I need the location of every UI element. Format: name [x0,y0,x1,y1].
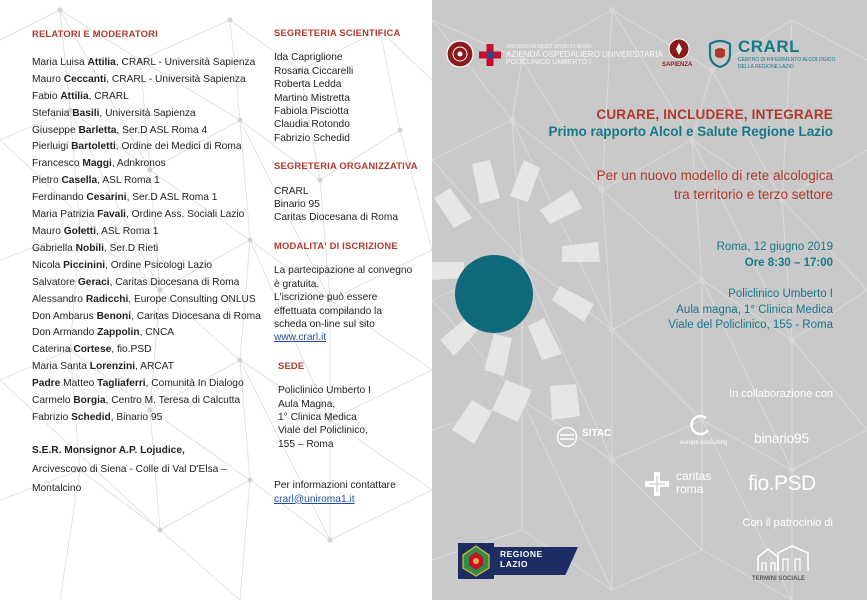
text-line: 155 – Roma [278,438,334,450]
contact-email-link[interactable]: crarl@uniroma1.it [274,493,355,505]
list-item: CRARL [274,185,309,197]
speaker-row [32,55,262,72]
speaker-surname: Padre [32,378,61,390]
regione-lazio-crest-icon [458,543,494,579]
event-tagline [473,166,833,204]
speaker-text: , Ser.D ASL Roma 1 [126,192,218,204]
speaker-row [32,72,262,89]
list-item: Ida Capriglione [274,52,343,64]
speaker-text: , CRARL - Università Sapienza [106,73,246,85]
guest-role-line: Montalcino [32,482,82,494]
speaker-surname: Ceccanti [63,73,107,85]
speaker-surname: Casella [61,175,98,187]
termini-sociale-building-icon [754,543,812,573]
tagline-line: tra territorio e terzo settore [673,187,833,202]
speaker-text: Don Armando [32,327,98,339]
sitac-logo-label: SITAC [582,428,612,439]
speaker-surname: Cortese [73,344,112,356]
speaker-text: , Caritas Diocesana di Roma [131,310,261,322]
hospital-logo-line: UNIVERSITÀ DEGLI STUDI DI ROMA [506,44,592,50]
speaker-text: , ARCAT [135,361,174,373]
speaker-row [32,207,262,224]
speaker-row [32,224,262,241]
place-line: Aula magna, 1° Clinica Medica [676,303,833,316]
crarl-logo-label: CRARL [738,37,800,56]
speaker-surname: Barletta [78,124,117,136]
hospital-logo-text [506,43,663,67]
speaker-surname: Goletti [63,225,96,237]
regione-lazio-label [500,549,543,569]
speaker-text: Pierluigi [32,141,72,153]
text-line: scheda on-line sul sito [274,318,375,330]
list-item: Fabrizio Schedid [274,132,350,144]
event-title: CURARE, INCLUDERE, INTEGRARE [596,107,833,122]
speaker-text: Nicola [32,259,64,271]
speaker-text: Giuseppe [32,124,79,136]
speaker-text: Maria Luisa [32,56,88,68]
speaker-row [32,292,262,309]
speaker-text: , fio.PSD [111,344,152,356]
speaker-text: Matteo [60,378,98,390]
guest-role-line: Arcivescovo di Siena - Colle di Val D'Elsa – [32,463,227,475]
speaker-row [32,359,262,376]
speaker-surname: Attilia [87,56,116,68]
event-date: Roma, 12 giugno 2019 [716,241,833,253]
event-date-block [717,239,833,271]
venue-title: SEDE [278,359,305,371]
text-line: L'iscrizione può essere [274,292,378,304]
speaker-text: Caterina [32,344,74,356]
speaker-surname: Maggi [82,158,112,170]
text-line: 1° Clinica Medica [278,411,357,423]
guest-block [32,441,262,498]
speaker-surname: Tagliaferri [97,378,146,390]
caritas-cross-icon [644,471,670,497]
speaker-text: Francesco [32,158,83,170]
speaker-surname: Benoni [96,310,132,322]
speaker-text: , Ordine Ass. Sociali Lazio [126,209,245,221]
secretariat-column [274,26,424,506]
binario95-logo-label: binario95 [754,430,809,446]
speaker-text: , Comunità In Dialogo [145,378,244,390]
termini-sociale-label: TERMINI SOCIALE [752,576,806,582]
list-item: Martino Mistretta [274,92,350,104]
europe-consulting-label: europe consulting [680,440,728,446]
place-line: Policlinico Umberto I [728,288,833,300]
teal-dot [455,255,533,333]
place-line: Viale del Policlinico, 155 - Roma [668,319,833,331]
tagline-line: Per un nuovo modello di rete alcologica [596,168,833,183]
scientific-secretariat-list [274,51,424,145]
registration-title: MODALITA' DI ISCRIZIONE [274,239,398,251]
speaker-text: , Adnkronos [111,158,166,170]
speaker-text: , Ordine Psicologi Lazio [105,259,213,271]
text-line: Viale del Policlinico, [278,425,368,437]
contact-block [274,479,424,506]
speaker-row [32,325,262,342]
speaker-row [32,156,262,173]
regione-label-line: LAZIO [500,559,528,569]
caritas-label-line: roma [676,482,704,496]
event-place-block [668,287,833,334]
speaker-text: , Ordine dei Medici di Roma [115,141,242,153]
speaker-text: , Europe Consulting ONLUS [128,293,256,305]
crarl-sub-line: DELLA REGIONE LAZIO [738,64,794,70]
speaker-row [32,106,262,123]
speaker-text: Mauro [32,225,64,237]
organizing-secretariat-title: SEGRETERIA ORGANIZZATIVA [274,160,418,172]
website-link[interactable]: www.crarl.it [274,332,327,344]
regione-lazio-logo [458,543,578,579]
speaker-row [32,309,262,326]
speakers-list [32,55,262,427]
speaker-row [32,173,262,190]
crarl-shield-icon [708,38,732,68]
speaker-text: , Ser.D ASL Roma 4 [116,124,208,136]
speaker-row [32,258,262,275]
text-line: effettuata compilando la [274,305,382,317]
speaker-text: Fabio [32,90,61,102]
speaker-text: , Binario 95 [110,411,163,423]
speaker-row [32,376,262,393]
scientific-secretariat-title: SEGRETERIA SCIENTIFICA [274,27,401,38]
speaker-surname: Basili [72,107,100,119]
cover-panel [432,0,867,600]
hospital-logo-line: POLICLINICO UMBERTO I [506,59,591,66]
speaker-text: Ferdinando [32,192,87,204]
speaker-surname: Favali [97,209,126,221]
speaker-text: Don Ambarus [32,310,97,322]
venue-text [278,384,424,451]
speaker-surname: Borgia [73,395,106,407]
speaker-text: , ASL Roma 1 [95,225,159,237]
sitac-logo-icon [556,426,578,448]
list-item: Rosaria Ciccarelli [274,65,354,77]
list-item: Claudia Rotondo [274,119,350,131]
europe-consulting-logo-icon [690,414,712,436]
university-seal-icon [446,40,474,68]
collaboration-label: In collaborazione con [729,388,833,400]
speaker-text: , CRARL - Università Sapienza [115,56,256,68]
list-item: Fabiola Pisciotta [274,106,349,118]
list-item: Binario 95 [274,199,320,211]
speaker-row [32,89,262,106]
regione-label-line: REGIONE [500,549,543,559]
speaker-surname: Bartoletti [71,141,116,153]
red-cross-icon [478,43,502,67]
caritas-logo-label [676,470,711,496]
speaker-text: , CRARL [88,90,129,102]
speaker-text: Pietro [32,175,62,187]
organizing-secretariat-list [274,185,424,225]
speaker-text: Stefania [32,107,73,119]
speaker-text: Gabriella [32,242,76,254]
sapienza-label: SAPIENZA [662,62,693,68]
speaker-surname: Geraci [77,276,110,288]
speaker-row [32,393,262,410]
speaker-text: Mauro [32,73,64,85]
crarl-sub-line: CENTRO DI RIFERIMENTO ALCOLOGICO [738,57,836,63]
speaker-surname: Piccinini [63,259,106,271]
sapienza-seal-icon [668,38,690,60]
event-time: Ore 8:30 – 17:00 [744,257,833,269]
speaker-surname: Schedid [71,411,111,423]
speaker-text: , CNCA [139,327,175,339]
speaker-row [32,275,262,292]
speaker-text: , Ser.D Rieti [103,242,159,254]
speaker-text: , Caritas Diocesana di Roma [109,276,240,288]
speaker-row [32,410,262,427]
speaker-surname: Attilia [60,90,89,102]
speaker-row [32,139,262,156]
text-line: Aula Magna, [278,398,336,410]
text-line: è gratuita. [274,278,320,290]
speaker-text: , Università Sapienza [99,107,196,119]
speaker-text: Maria Patrizia [32,209,98,221]
speaker-surname: Zappolin [97,327,140,339]
caritas-label-line: caritas [676,469,712,483]
speaker-surname: Nobili [75,242,104,254]
speaker-text: Carmelo [32,395,74,407]
fiopsd-logo-label: fio.PSD [748,472,816,495]
speaker-surname: Cesarini [86,192,127,204]
list-item: Caritas Diocesana di Roma [274,212,399,224]
speaker-text: Fabrizio [32,411,72,423]
guest-name: S.E.R. Monsignor A.P. Lojudice, [32,444,185,456]
speaker-surname: Lorenzini [89,361,136,373]
patronage-label: Con il patrocinio di [742,517,833,529]
speaker-text: , ASL Roma 1 [97,175,160,187]
speaker-row [32,123,262,140]
speaker-text: Maria Santa [32,361,90,373]
registration-text [274,264,424,344]
speakers-title: RELATORI E MODERATORI [32,28,158,39]
speaker-row [32,342,262,359]
speaker-row [32,241,262,258]
text-line: Policlinico Umberto I [278,385,371,397]
speakers-column [32,26,262,498]
text-line: La partecipazione al convegno [274,265,413,277]
contact-label: Per informazioni contattare [274,480,396,492]
list-item: Roberta Ledda [274,79,342,91]
speaker-text: Salvatore [32,276,78,288]
event-subtitle: Primo rapporto Alcol e Salute Regione Lazio [548,124,833,139]
speaker-text: , Centro M. Teresa di Calcutta [105,395,241,407]
speaker-surname: Radicchi [85,293,129,305]
hospital-logo-line: AZIENDA OSPEDALIERO UNIVERSITARIA [506,50,663,59]
speaker-row [32,190,262,207]
crarl-logo-subtitle [738,57,835,71]
speaker-text: Alessandro [32,293,86,305]
